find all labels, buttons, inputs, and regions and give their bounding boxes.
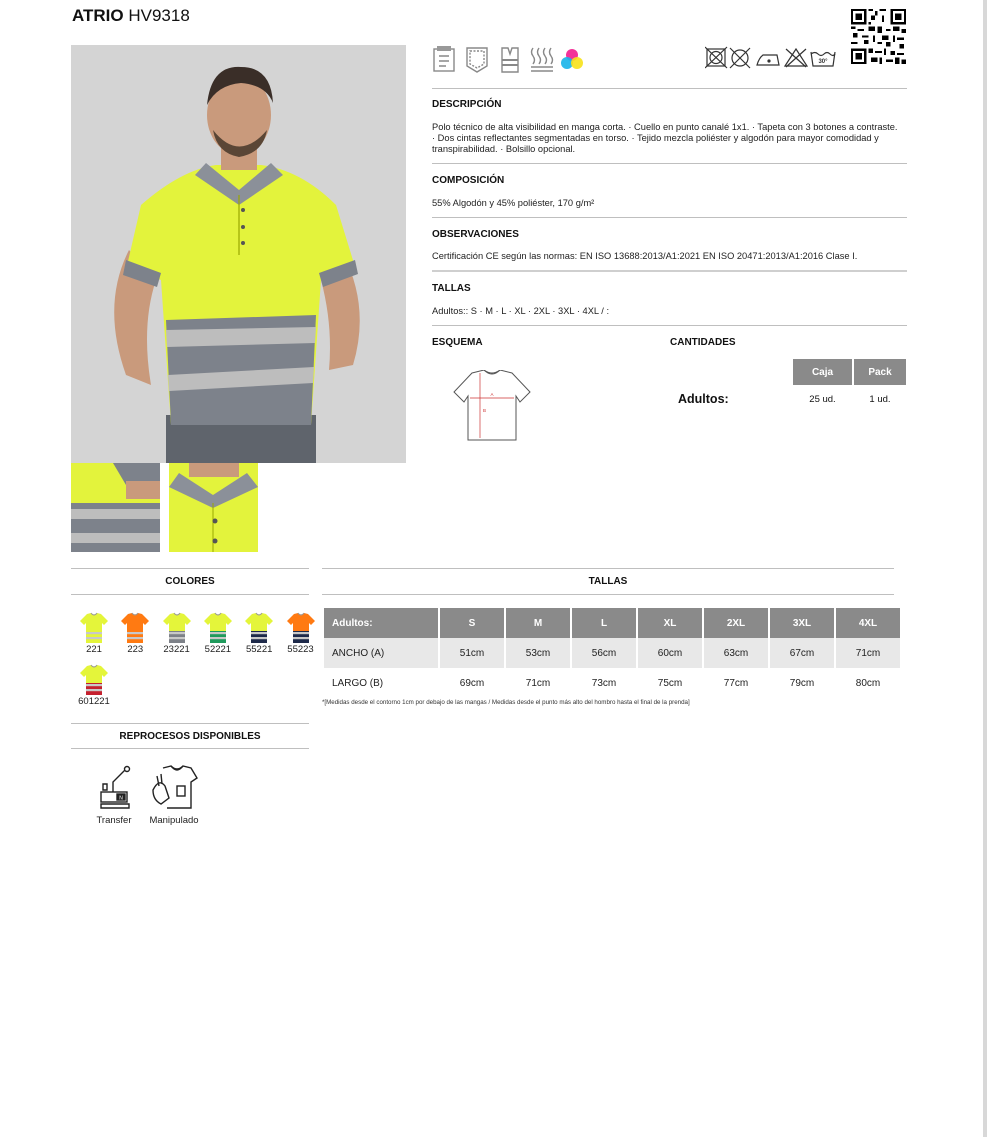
- size-table-header-cell: XL: [638, 608, 702, 638]
- color-code: 223: [127, 644, 144, 655]
- table-row: [324, 638, 900, 668]
- color-swatch-23221[interactable]: [161, 612, 193, 655]
- color-swatch-55223[interactable]: [285, 612, 317, 655]
- polo-swatch-icon: [162, 612, 192, 644]
- divider: [71, 723, 309, 724]
- reproceso-transfer: [90, 764, 138, 826]
- descripcion-heading: DESCRIPCIÓN: [432, 99, 502, 110]
- hi-vis-vest-icon: [502, 48, 518, 72]
- cantidades-row-label: Adultos:: [678, 392, 729, 406]
- observaciones-heading: OBSERVACIONES: [432, 229, 519, 240]
- table-cell: 60cm: [638, 638, 702, 668]
- color-swatch-223[interactable]: [119, 612, 151, 655]
- divider: [432, 88, 907, 89]
- table-cell: 56cm: [572, 638, 636, 668]
- cantidades-col-pack: Pack: [854, 359, 906, 385]
- cantidades-heading: CANTIDADES: [670, 337, 736, 348]
- table-cell: 67cm: [770, 638, 834, 668]
- size-table-header-cell: S: [440, 608, 504, 638]
- colores-heading: COLORES: [165, 576, 215, 587]
- workwear-icon: [434, 46, 454, 71]
- color-code: 55221: [245, 644, 273, 655]
- do-not-tumble-dry-icon: [705, 47, 727, 68]
- divider: [71, 748, 309, 749]
- product-thumbnail-1[interactable]: [71, 463, 160, 552]
- tallas-text: Adultos:: S · M · L · XL · 2XL · 3XL · 4XL / :: [432, 306, 610, 316]
- table-cell: 75cm: [657, 677, 683, 689]
- color-swatch-601221[interactable]: [78, 664, 110, 707]
- table-cell: ANCHO (A): [324, 638, 438, 668]
- color-swatch-55221[interactable]: [243, 612, 275, 655]
- divider: [432, 270, 907, 272]
- polo-swatch-icon: [79, 612, 109, 644]
- divider: [432, 163, 907, 164]
- care-symbols: [705, 46, 837, 70]
- reprocesos-heading: REPROCESOS DISPONIBLES: [119, 731, 261, 742]
- svg-text:N: N: [119, 795, 123, 802]
- color-code: 55223: [287, 644, 314, 655]
- divider: [322, 594, 894, 595]
- table-cell: 79cm: [789, 677, 815, 689]
- cantidades-col-caja: Caja: [793, 359, 852, 385]
- do-not-bleach-icon: [785, 49, 807, 67]
- table-cell: 53cm: [506, 638, 570, 668]
- size-table-header-cell: L: [572, 608, 636, 638]
- composicion-text: 55% Algodón y 45% poliéster, 170 g/m²: [432, 198, 595, 208]
- table-cell: 80cm: [855, 677, 881, 689]
- size-table-header-cell: 2XL: [704, 608, 768, 638]
- divider: [71, 594, 309, 595]
- polo-swatch-icon: [203, 612, 233, 644]
- size-table-header-cell: M: [506, 608, 570, 638]
- pocket-icon: [467, 48, 487, 72]
- size-table-header-cell: Adultos:: [324, 608, 438, 638]
- reproceso-transfer-label: Transfer: [96, 815, 132, 826]
- color-swatch-221[interactable]: [78, 612, 110, 655]
- color-swatch-52221[interactable]: [202, 612, 234, 655]
- heat-fabric-icon: [531, 48, 553, 71]
- feature-pictograms: [432, 44, 592, 74]
- divider: [432, 217, 907, 218]
- wash-temperature: 30°: [818, 59, 828, 65]
- observaciones-text: Certificación CE según las normas: EN ISO 13688:2013/A1:2021 EN ISO 20471:2013/A1:2016 Clase I.: [432, 251, 858, 261]
- polo-swatch-icon: [286, 612, 316, 644]
- color-code: 221: [86, 644, 102, 655]
- table-cell: 63cm: [704, 638, 768, 668]
- table-row: [324, 668, 900, 698]
- product-title: [72, 6, 190, 26]
- reproceso-manipulado: [148, 764, 200, 826]
- size-table-header-cell: 3XL: [770, 608, 834, 638]
- garment-schematic: [452, 370, 532, 447]
- divider: [432, 325, 907, 326]
- esquema-heading: ESQUEMA: [432, 337, 483, 348]
- divider: [71, 568, 309, 569]
- heat-press-icon: [93, 764, 135, 812]
- do-not-dryclean-icon: [730, 48, 750, 68]
- polo-swatch-icon: [244, 612, 274, 644]
- page-edge: [983, 0, 987, 1137]
- product-code: HV9318: [128, 6, 190, 25]
- color-palette-icon: [561, 49, 583, 69]
- qr-code: [851, 9, 906, 64]
- size-table: [322, 608, 902, 698]
- tallas-heading: TALLAS: [432, 283, 471, 294]
- size-table-heading: TALLAS: [588, 576, 628, 587]
- product-thumbnail-2[interactable]: [169, 463, 258, 552]
- color-code: 601221: [78, 696, 110, 707]
- reproceso-manipulado-label: Manipulado: [149, 815, 199, 826]
- table-cell: 77cm: [723, 677, 749, 689]
- table-cell: LARGO (B): [332, 677, 384, 689]
- product-main-photo: [71, 45, 406, 463]
- table-cell: 71cm: [525, 677, 551, 689]
- manipulation-icon: [149, 764, 199, 812]
- schematic-label-a: A: [490, 392, 494, 397]
- composicion-heading: COMPOSICIÓN: [432, 175, 505, 186]
- color-code: 52221: [204, 644, 232, 655]
- schematic-label-b: B: [483, 408, 487, 413]
- table-cell: 51cm: [440, 638, 504, 668]
- table-cell: 71cm: [836, 638, 900, 668]
- iron-low-icon: [757, 55, 779, 65]
- polo-swatch-icon: [79, 664, 109, 696]
- color-code: 23221: [163, 644, 190, 655]
- size-table-note: *[Medidas desde el contorno 1cm por debajo de las mangas / Medidas desde el punto más alto del hombro hasta el final de la prenda]: [322, 699, 690, 706]
- polo-swatch-icon: [120, 612, 150, 644]
- table-cell: 73cm: [591, 677, 617, 689]
- cantidades-caja-value: 25 ud.: [809, 394, 836, 405]
- descripcion-text: Polo técnico de alta visibilidad en manga corta. · Cuello en punto canalé 1x1. · Tapeta con 3 botones a contraste. · Dos cintas reflectantes segmentadas en torso. · Tejido mezcla poliéster y algodón para mayor comodidad y transpirabilidad. · Bolsillo opcional.: [432, 122, 898, 154]
- table-cell: 69cm: [459, 677, 485, 689]
- size-table-header-cell: 4XL: [836, 608, 900, 638]
- divider: [322, 568, 894, 569]
- cantidades-pack-value: 1 ud.: [869, 394, 891, 405]
- product-name: ATRIO: [72, 6, 124, 25]
